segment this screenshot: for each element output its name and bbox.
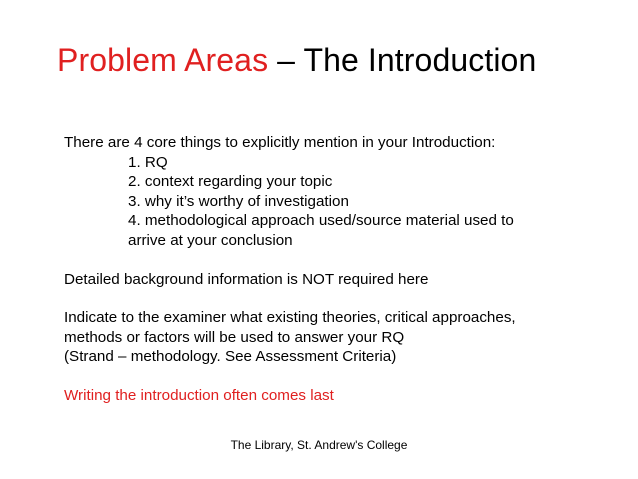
title-accent: Problem Areas xyxy=(57,42,269,78)
indicate-line-2: methods or factors will be used to answer your RQ xyxy=(64,328,405,346)
list-item-2: 2. context regarding your topic xyxy=(128,173,333,191)
spacer xyxy=(64,367,624,386)
slide-body xyxy=(64,133,624,406)
indicate-line-1: Indicate to the examiner what existing theories, critical approaches, xyxy=(64,309,516,327)
spacer xyxy=(64,289,624,308)
list-item-4: 4. methodological approach used/source material used to xyxy=(128,212,514,230)
slide-title xyxy=(57,40,536,80)
list-item-1: 1. RQ xyxy=(128,153,168,171)
list-item-3: 3. why it’s worthy of investigation xyxy=(128,192,349,210)
background-note: Detailed background information is NOT required here xyxy=(64,270,429,288)
highlight-note: Writing the introduction often comes last xyxy=(64,386,334,404)
indicate-line-3: (Strand – methodology. See Assessment Criteria) xyxy=(64,348,397,366)
list-item-4-continued: arrive at your conclusion xyxy=(128,231,293,249)
title-rest: – The Introduction xyxy=(268,42,537,78)
intro-text: There are 4 core things to explicitly mention in your Introduction: xyxy=(64,134,496,151)
slide-footer: The Library, St. Andrew's College xyxy=(230,438,408,452)
spacer xyxy=(64,251,624,270)
